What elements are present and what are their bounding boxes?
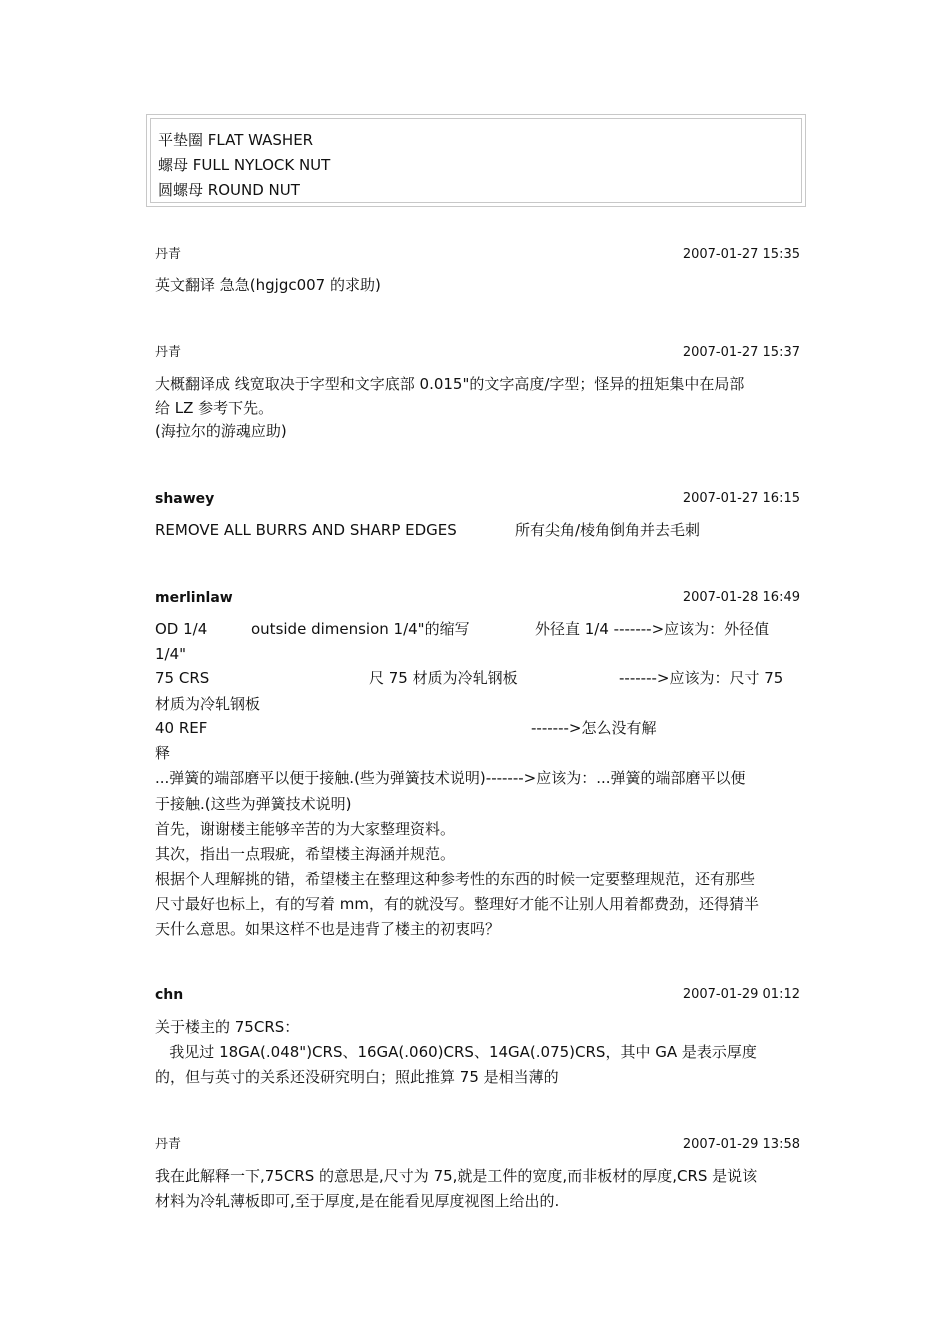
post-header [155, 589, 800, 607]
term-chinese: 所有尖角/棱角倒角并去毛刺 [515, 521, 701, 539]
quote-line: 圆螺母 ROUND NUT [158, 181, 300, 199]
post-body-line: 尺寸最好也标上，有的写着 mm，有的就没写。整理好才能不让别人用着都费劲，还得猜半 [155, 895, 759, 913]
quoted-parts-list-inner [150, 118, 802, 203]
post-body-line: 材质为冷轧钢板 [155, 695, 261, 713]
correction-original: outside dimension 1/4"的缩写 [251, 620, 470, 638]
post-body-line: (海拉尔的游魂应助) [155, 422, 287, 440]
post-body-line: 材料为冷轧薄板即可,至于厚度,是在能看见厚度视图上给出的. [155, 1192, 560, 1210]
quote-line: 螺母 FULL NYLOCK NUT [158, 156, 331, 174]
post-body-line: 天什么意思。如果这样不也是违背了楼主的初衷吗？ [155, 920, 501, 938]
post-author[interactable]: shawey [155, 491, 215, 507]
post-author[interactable]: 丹青 [155, 1137, 182, 1152]
post-body-line: 关于楼主的 75CRS： [155, 1018, 300, 1036]
post-body-line: 我在此解释一下,75CRS 的意思是,尺寸为 75,就是工件的宽度,而非板材的厚度,CRS 是说该 [155, 1167, 758, 1185]
correction-suggestion: ------->应该为：尺寸 75 [619, 669, 784, 687]
term-english: REMOVE ALL BURRS AND SHARP EDGES [155, 521, 457, 539]
correction-row [155, 716, 805, 740]
post-author[interactable]: merlinlaw [155, 590, 233, 606]
post-timestamp: 2007-01-27 15:37 [682, 345, 800, 360]
post-body-line: 英文翻译 急急(hgjgc007 的求助) [155, 276, 381, 294]
correction-row [155, 617, 805, 641]
post-timestamp: 2007-01-29 13:58 [682, 1137, 800, 1152]
quote-line: 平垫圈 FLAT WASHER [158, 131, 314, 149]
post-body-line: 首先，谢谢楼主能够辛苦的为大家整理资料。 [155, 820, 456, 838]
post-body-line: 根据个人理解挑的错，希望楼主在整理这种参考性的东西的时候一定要整理规范，还有那些 [155, 870, 756, 888]
post-header [155, 344, 800, 362]
correction-original: 尺 75 材质为冷轧钢板 [369, 669, 518, 687]
post-author[interactable]: 丹青 [155, 247, 182, 262]
post-header [155, 986, 800, 1004]
correction-term: 75 CRS [155, 669, 210, 687]
post-body-line: 1/4" [155, 645, 187, 663]
post-author[interactable]: 丹青 [155, 345, 182, 360]
post-body-line [155, 518, 805, 542]
post-header [155, 246, 800, 264]
quoted-parts-list [146, 114, 806, 207]
correction-suggestion: 外径直 1/4 ------->应该为：外径值 [535, 620, 770, 638]
post-body-line: 其次，指出一点瑕疵，希望楼主海涵并规范。 [155, 845, 456, 863]
post-body-line: 大概翻译成 线宽取决于字型和文字底部 0.015"的文字高度/字型；怪异的扭矩集中在局部 [155, 375, 745, 393]
correction-row [155, 666, 805, 690]
post-body-line: 给 LZ 参考下先。 [155, 399, 274, 417]
post-body-line: 我见过 18GA(.048")CRS、16GA(.060)CRS、14GA(.075)CRS，其中 GA 是表示厚度 [155, 1043, 757, 1061]
post-header [155, 1136, 800, 1154]
correction-term: OD 1/4 [155, 620, 208, 638]
post-timestamp: 2007-01-28 16:49 [682, 590, 800, 605]
post-body-line: 释 [155, 744, 171, 762]
post-body-line: 的，但与英寸的关系还没研究明白；照此推算 75 是相当薄的 [155, 1068, 559, 1086]
post-timestamp: 2007-01-27 15:35 [682, 247, 800, 262]
correction-suggestion: ------->怎么没有解 [531, 719, 657, 737]
post-timestamp: 2007-01-29 01:12 [682, 987, 800, 1002]
post-timestamp: 2007-01-27 16:15 [682, 491, 800, 506]
correction-term: 40 REF [155, 719, 208, 737]
post-header [155, 490, 800, 508]
post-body-line: 于接触.(这些为弹簧技术说明) [155, 795, 352, 813]
post-author[interactable]: chn [155, 987, 184, 1003]
post-body-line: ...弹簧的端部磨平以便于接触.(些为弹簧技术说明)------->应该为：...弹簧的端部磨平以便 [155, 769, 746, 787]
